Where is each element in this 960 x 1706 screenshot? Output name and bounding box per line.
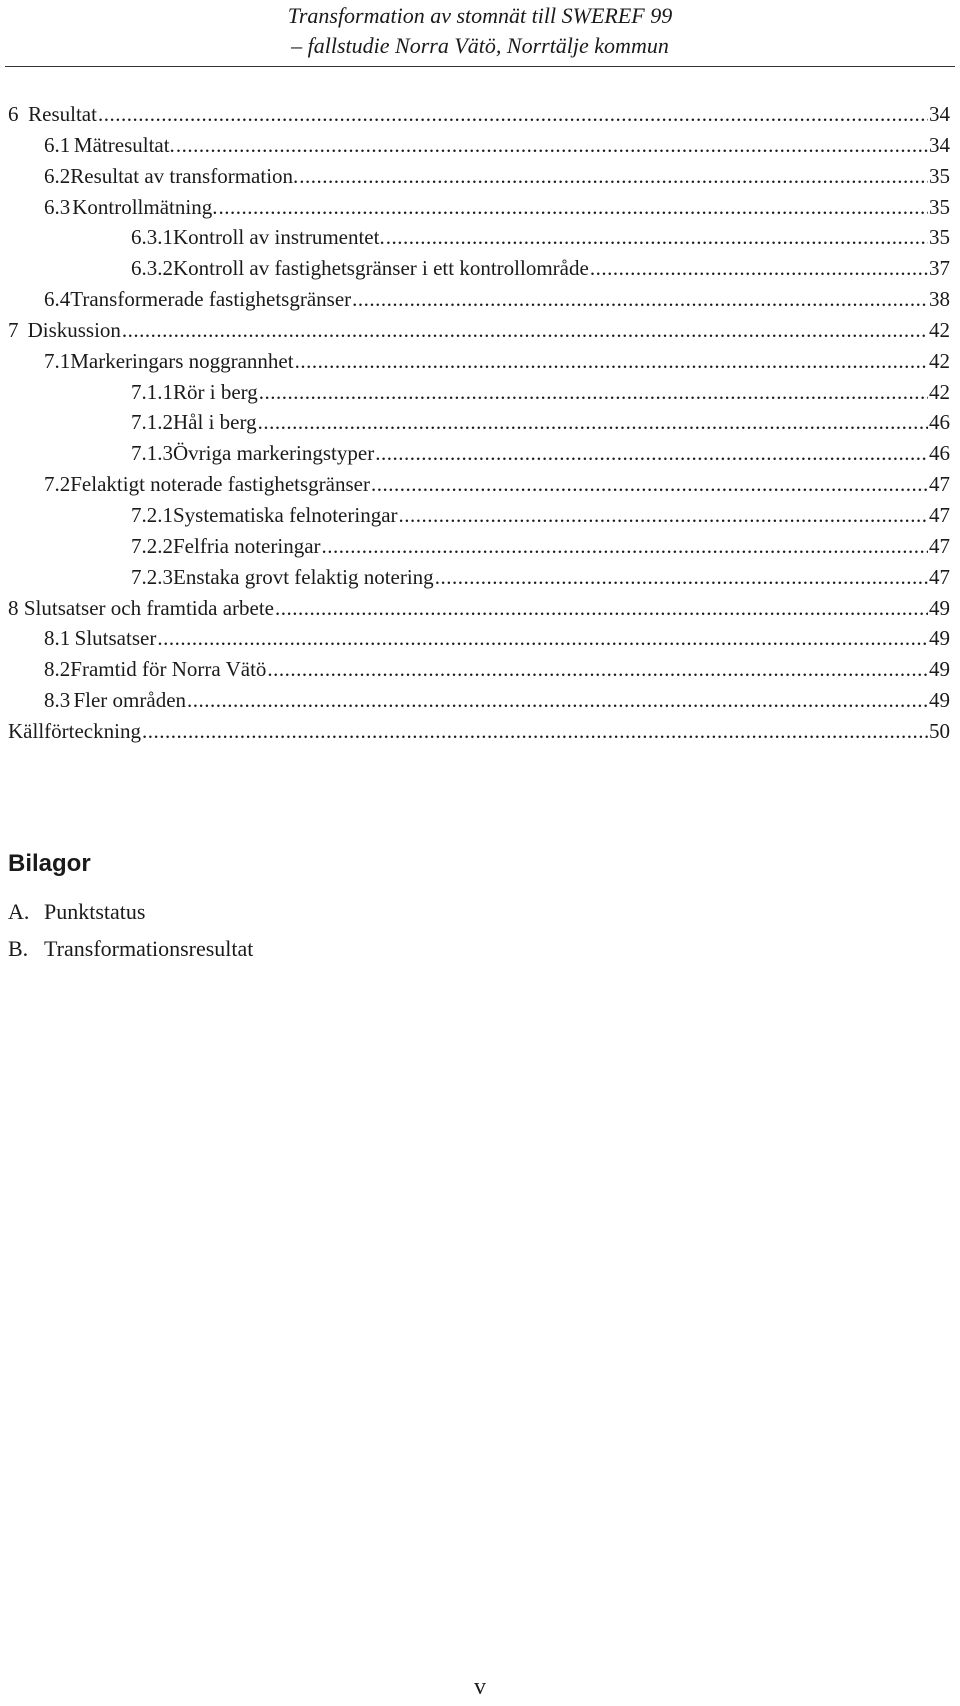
toc-entry-title: Transformerade fastighetsgränser bbox=[70, 287, 352, 312]
toc-dot-leader bbox=[375, 441, 928, 466]
toc-entry-page: 42 bbox=[929, 379, 950, 404]
toc-entry-number: 6.3.1 bbox=[131, 225, 173, 250]
toc-entry-title: Slutsatser och framtida arbete bbox=[23, 595, 274, 620]
toc-entry-number: 7.1.3 bbox=[131, 441, 173, 466]
appendix-item-title: Transformationsresultat bbox=[44, 936, 254, 961]
table-of-contents bbox=[8, 102, 950, 750]
toc-entry-page: 49 bbox=[929, 688, 950, 713]
toc-dot-leader bbox=[386, 225, 928, 250]
toc-entry-number: 6.3.2 bbox=[131, 256, 173, 281]
toc-entry-title: Rör i berg bbox=[173, 379, 258, 404]
appendix-item-letter: B. bbox=[8, 936, 29, 961]
toc-entry-number: 7.2 bbox=[44, 472, 71, 497]
toc-entry-page: 35 bbox=[929, 194, 950, 219]
toc-dot-leader bbox=[122, 318, 928, 343]
toc-entry-title: Övriga markeringstyper bbox=[173, 441, 375, 466]
toc-entry-number: 7.2.1 bbox=[131, 502, 173, 527]
toc-entry[interactable] bbox=[8, 688, 950, 719]
toc-entry-title: Mätresultat. bbox=[73, 132, 175, 157]
toc-entry-title: Markeringars noggrannhet bbox=[70, 348, 294, 373]
toc-entry[interactable] bbox=[8, 225, 950, 256]
toc-dot-leader bbox=[267, 657, 928, 682]
toc-entry-title: Enstaka grovt felaktig notering bbox=[173, 564, 434, 589]
toc-entry-page: 42 bbox=[929, 317, 950, 342]
toc-entry[interactable] bbox=[8, 503, 950, 534]
toc-entry-number: 8.1 bbox=[44, 626, 71, 651]
toc-entry[interactable] bbox=[8, 133, 950, 164]
toc-entry-number: 7.1.1 bbox=[131, 379, 173, 404]
toc-entry-page: 38 bbox=[929, 287, 950, 312]
toc-entry[interactable] bbox=[8, 596, 950, 627]
toc-entry[interactable] bbox=[8, 256, 950, 287]
toc-entry-number: 6.1 bbox=[44, 132, 71, 157]
toc-entry[interactable] bbox=[8, 102, 950, 133]
toc-entry-page: 50 bbox=[929, 718, 950, 743]
toc-entry[interactable] bbox=[8, 164, 950, 195]
toc-entry-page: 46 bbox=[929, 441, 950, 466]
toc-entry[interactable] bbox=[8, 349, 950, 380]
toc-entry-page: 47 bbox=[929, 533, 950, 558]
toc-entry-page: 47 bbox=[929, 472, 950, 497]
toc-dot-leader bbox=[176, 133, 928, 158]
toc-entry-number: 7.2.2 bbox=[131, 533, 173, 558]
toc-entry-number: 6.2 bbox=[44, 163, 71, 188]
toc-entry-title: Kontroll av instrumentet. bbox=[173, 225, 385, 250]
toc-entry-title: Källförteckning bbox=[8, 718, 141, 743]
toc-dot-leader bbox=[295, 349, 928, 374]
toc-entry-title: Felaktigt noterade fastighetsgränser bbox=[70, 472, 370, 497]
toc-dot-leader bbox=[275, 596, 928, 621]
toc-entry-page: 35 bbox=[929, 163, 950, 188]
toc-entry[interactable] bbox=[8, 195, 950, 226]
toc-entry-title: Resultat bbox=[28, 102, 97, 126]
appendix-item-letter: A. bbox=[8, 899, 30, 924]
toc-entry[interactable] bbox=[8, 565, 950, 596]
toc-entry[interactable] bbox=[8, 657, 950, 688]
toc-entry-title: Felfria noteringar bbox=[173, 533, 321, 558]
toc-entry-title: Diskussion bbox=[27, 317, 121, 342]
appendix-item bbox=[8, 930, 253, 967]
appendix-list bbox=[8, 893, 253, 967]
toc-entry-number: 7.1 bbox=[44, 348, 71, 373]
toc-dot-leader bbox=[435, 565, 928, 590]
header-rule bbox=[5, 66, 955, 67]
toc-entry[interactable] bbox=[8, 626, 950, 657]
toc-entry-page: 49 bbox=[929, 657, 950, 682]
toc-dot-leader bbox=[258, 410, 928, 435]
toc-entry-number: 6.3 bbox=[44, 194, 71, 219]
toc-dot-leader bbox=[590, 256, 928, 281]
toc-dot-leader bbox=[218, 195, 928, 220]
toc-entry-title: Kontroll av fastighetsgränser i ett kontrollområde bbox=[173, 256, 589, 281]
toc-entry-page: 49 bbox=[929, 595, 950, 620]
toc-entry[interactable] bbox=[8, 287, 950, 318]
toc-dot-leader bbox=[322, 534, 928, 559]
toc-entry-page: 46 bbox=[929, 410, 950, 435]
toc-dot-leader bbox=[157, 626, 928, 651]
toc-entry[interactable] bbox=[8, 410, 950, 441]
appendix-heading: Bilagor bbox=[8, 850, 91, 877]
toc-entry-number: 7 bbox=[8, 317, 19, 342]
toc-dot-leader bbox=[142, 719, 928, 744]
toc-entry-number: 8.2 bbox=[44, 657, 71, 682]
toc-entry-number: 8.3 bbox=[44, 688, 71, 713]
toc-entry-number: 7.2.3 bbox=[131, 564, 173, 589]
toc-entry-title: Kontrollmätning. bbox=[72, 194, 218, 219]
toc-entry[interactable] bbox=[8, 719, 950, 750]
header-title: Transformation av stomnät till SWEREF 99 bbox=[287, 3, 673, 28]
toc-entry-page: 34 bbox=[929, 132, 950, 157]
appendix-item bbox=[8, 893, 253, 930]
toc-entry-title: Slutsatser bbox=[74, 626, 157, 651]
toc-entry-title: Resultat av transformation. bbox=[70, 163, 299, 188]
toc-dot-leader bbox=[187, 688, 928, 713]
toc-entry-title: Fler områden bbox=[73, 688, 187, 713]
toc-entry[interactable] bbox=[8, 380, 950, 411]
page-number: v bbox=[474, 1674, 486, 1700]
toc-entry-page: 37 bbox=[929, 256, 950, 281]
toc-dot-leader bbox=[259, 380, 928, 405]
toc-entry[interactable] bbox=[8, 534, 950, 565]
toc-entry-title: Systematiska felnoteringar bbox=[173, 502, 398, 527]
toc-entry-number: 7.1.2 bbox=[131, 410, 173, 435]
toc-entry[interactable] bbox=[8, 441, 950, 472]
toc-entry-page: 34 bbox=[929, 102, 950, 126]
toc-entry-number: 6.4 bbox=[44, 287, 71, 312]
toc-entry-page: 49 bbox=[929, 626, 950, 651]
toc-entry-title: Framtid för Norra Vätö bbox=[70, 657, 267, 682]
toc-dot-leader bbox=[399, 503, 928, 528]
toc-entry-page: 42 bbox=[929, 348, 950, 373]
toc-dot-leader bbox=[352, 287, 928, 312]
toc-dot-leader bbox=[98, 102, 928, 127]
toc-entry[interactable] bbox=[8, 318, 950, 349]
toc-entry-number: 6 bbox=[8, 102, 19, 126]
appendix-item-title: Punktstatus bbox=[44, 899, 146, 924]
toc-dot-leader bbox=[299, 164, 928, 189]
header-subtitle: – fallstudie Norra Vätö, Norrtälje kommun bbox=[291, 33, 669, 58]
toc-entry-page: 35 bbox=[929, 225, 950, 250]
toc-entry-title: Hål i berg bbox=[173, 410, 257, 435]
toc-entry-page: 47 bbox=[929, 502, 950, 527]
toc-entry-page: 47 bbox=[929, 564, 950, 589]
toc-entry[interactable] bbox=[8, 472, 950, 503]
toc-entry-number: 8 bbox=[8, 595, 19, 620]
toc-dot-leader bbox=[371, 472, 928, 497]
